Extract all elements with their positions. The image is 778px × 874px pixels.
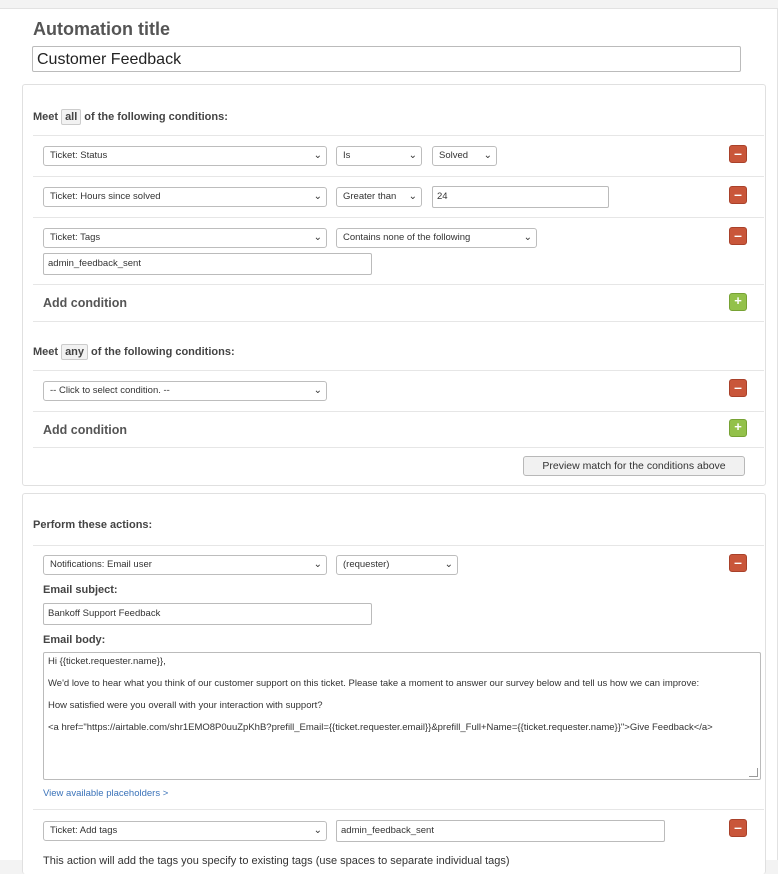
chevron-down-icon: ⌄	[313, 232, 322, 243]
remove-condition-button[interactable]: –	[729, 186, 747, 204]
divider	[33, 284, 764, 285]
add-tags-help-text: This action will add the tags you specify to existing tags (use spaces to separate individual tags)	[43, 855, 510, 867]
resize-handle[interactable]	[749, 768, 758, 777]
divider	[33, 217, 764, 218]
meet-any-selector[interactable]: any	[61, 344, 88, 360]
condition-value-input[interactable]: 24	[432, 186, 609, 208]
chevron-down-icon: ⌄	[408, 150, 417, 161]
chevron-down-icon: ⌄	[313, 191, 322, 202]
preview-match-button[interactable]: Preview match for the conditions above	[523, 456, 745, 476]
chevron-down-icon: ⌄	[444, 559, 453, 570]
email-body-line: <a href="https://airtable.com/shr1EMO8P0uuZpKhB?prefill_Email={{ticket.requester.email}}&prefill_Full+Name={{ticket.requester.name}}">Give Feedback</a>	[48, 722, 713, 733]
divider	[33, 135, 764, 136]
meet-any-prefix: Meet	[33, 346, 59, 358]
remove-action-button[interactable]: –	[729, 554, 747, 572]
action-recipient-select[interactable]	[336, 555, 458, 575]
condition-field-select[interactable]	[43, 187, 327, 207]
email-body-line: Hi {{ticket.requester.name}},	[48, 656, 166, 667]
any-condition-field-value: -- Click to select condition. --	[50, 385, 170, 396]
remove-condition-button[interactable]: –	[729, 379, 747, 397]
automation-form	[0, 8, 778, 867]
chevron-down-icon: ⌄	[408, 191, 417, 202]
meet-all-prefix: Meet	[33, 111, 59, 123]
actions-panel	[22, 493, 766, 874]
condition-tags-input[interactable]: admin_feedback_sent	[43, 253, 372, 275]
meet-any-suffix: of the following conditions:	[91, 346, 235, 358]
conditions-panel	[22, 84, 766, 486]
action-tags-input[interactable]: admin_feedback_sent	[336, 820, 665, 842]
add-any-condition-label: Add condition	[43, 423, 128, 437]
any-condition-field-select[interactable]	[43, 381, 327, 401]
divider	[33, 545, 764, 546]
chevron-down-icon: ⌄	[313, 559, 322, 570]
action-recipient-value: (requester)	[343, 559, 390, 570]
condition-field-select[interactable]	[43, 228, 327, 248]
actions-heading: Perform these actions:	[33, 519, 153, 531]
meet-all-selector[interactable]: all	[61, 109, 81, 125]
chevron-down-icon: ⌄	[523, 232, 532, 243]
condition-field-value: Ticket: Tags	[50, 232, 101, 243]
condition-operator-select[interactable]	[336, 187, 422, 207]
chevron-down-icon: ⌄	[483, 150, 492, 161]
chevron-down-icon: ⌄	[313, 825, 322, 836]
divider	[33, 321, 764, 322]
remove-action-button[interactable]: –	[729, 819, 747, 837]
action-field-value: Notifications: Email user	[50, 559, 152, 570]
automation-title-label: Automation title	[33, 19, 170, 39]
add-condition-button[interactable]: +	[729, 293, 747, 311]
remove-condition-button[interactable]: –	[729, 145, 747, 163]
view-placeholders-link[interactable]: View available placeholders >	[43, 788, 169, 799]
divider	[33, 447, 764, 448]
email-body-label: Email body:	[43, 634, 106, 646]
meet-any-heading	[33, 344, 235, 360]
email-subject-input[interactable]: Bankoff Support Feedback	[43, 603, 372, 625]
condition-field-value: Ticket: Status	[50, 150, 108, 161]
meet-all-suffix: of the following conditions:	[84, 111, 228, 123]
email-body-textarea[interactable]	[43, 652, 761, 780]
automation-title-input[interactable]: Customer Feedback	[32, 46, 741, 72]
condition-operator-select[interactable]	[336, 146, 422, 166]
add-condition-label: Add condition	[43, 296, 128, 310]
action-field-select[interactable]	[43, 555, 327, 575]
condition-operator-select[interactable]	[336, 228, 537, 248]
condition-field-select[interactable]	[43, 146, 327, 166]
email-body-line: How satisfied were you overall with your interaction with support?	[48, 700, 323, 711]
divider	[33, 809, 764, 810]
condition-field-value: Ticket: Hours since solved	[50, 191, 161, 202]
divider	[33, 176, 764, 177]
condition-operator-value: Contains none of the following	[343, 232, 471, 243]
meet-all-heading	[33, 109, 228, 125]
remove-condition-button[interactable]: –	[729, 227, 747, 245]
divider	[33, 370, 764, 371]
action-field-select[interactable]	[43, 821, 327, 841]
action-field-value: Ticket: Add tags	[50, 825, 118, 836]
condition-value: Solved	[439, 150, 469, 161]
add-condition-button[interactable]: +	[729, 419, 747, 437]
condition-operator-value: Is	[343, 150, 351, 161]
condition-value-select[interactable]	[432, 146, 497, 166]
email-subject-label: Email subject:	[43, 584, 118, 596]
divider	[33, 411, 764, 412]
email-body-line: We'd love to hear what you think of our customer support on this ticket. Please take a moment to answer our survey below and tell us how we can improve:	[48, 678, 700, 689]
chevron-down-icon: ⌄	[313, 150, 322, 161]
condition-operator-value: Greater than	[343, 191, 397, 202]
chevron-down-icon: ⌄	[313, 385, 322, 396]
